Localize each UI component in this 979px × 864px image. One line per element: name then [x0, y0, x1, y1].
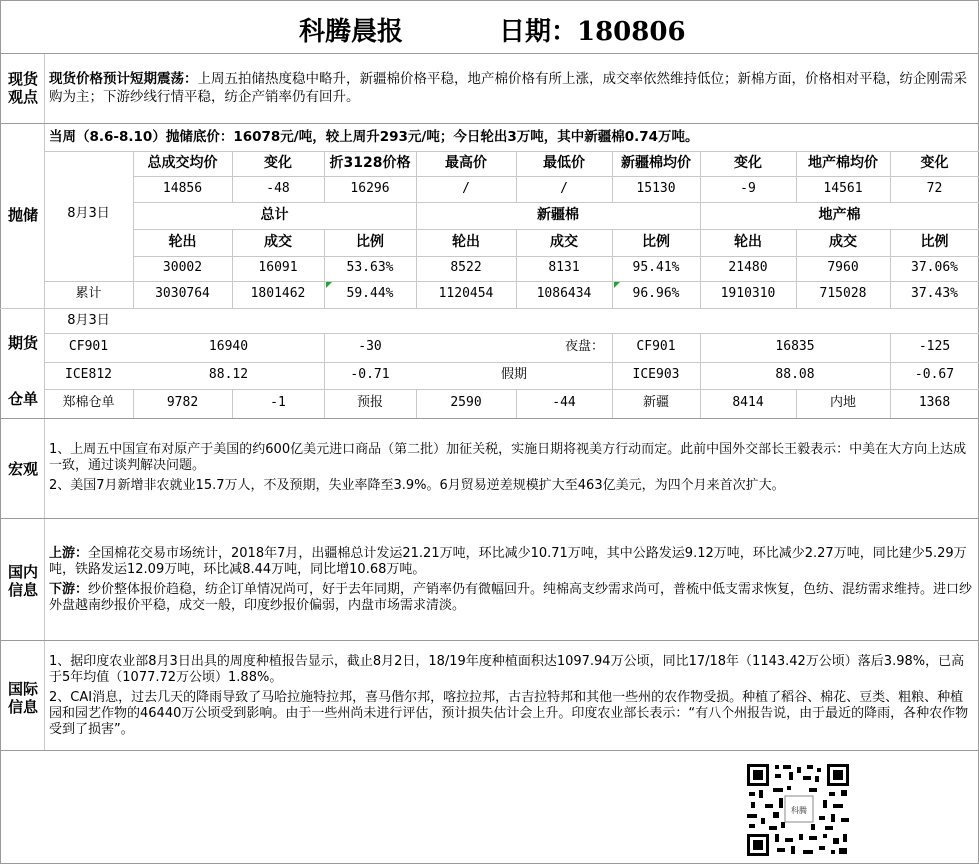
cum-value: 1910310	[720, 286, 776, 301]
cum-value: 37.43%	[911, 286, 958, 301]
cum-value: 1086434	[536, 286, 592, 301]
macro-item-1: 1、上周五中国宣布对原产于美国的约600亿美元进口商品（第二批）加征关税，实施日期将视美方行动而定。此前中国外交部长王毅表示：中美在大方向上达成一致，通过谈判解决问题。	[49, 442, 967, 473]
xinjiang-value: 8414	[732, 395, 764, 410]
sub-header: 轮出	[734, 234, 762, 250]
price-header: 最低价	[543, 155, 585, 171]
day-value: 8131	[548, 260, 580, 275]
intl-item-1: 1、据印度农业部8月3日出具的周度种植报告显示，截止8月2日，18/19年度种植面积达1097.94万公顷，同比17/18年（1143.42万公顷）落后3.98%，已高于5年均值（1077.72万公顷）1.88%。	[49, 654, 965, 685]
price-value: 14856	[162, 181, 203, 196]
cell-marker-icon	[614, 282, 620, 288]
domestic-downstream	[49, 582, 974, 614]
auction-date: 8月3日	[67, 206, 110, 221]
price-value: /	[560, 181, 568, 196]
auction-summary: 当周（8.6-8.10）抛储底价：16078元/吨，较上周升293元/吨；今日轮出3万吨，其中新疆棉0.74万吨。	[49, 129, 699, 145]
section-futures-label: 期货	[7, 334, 38, 352]
ice-price-2: 88.08	[775, 367, 815, 382]
ice-change-2: -0.67	[914, 367, 955, 382]
spot-view-text	[49, 70, 974, 106]
sub-header: 轮出	[168, 234, 197, 250]
cumulative-label: 累计	[75, 286, 102, 301]
section-macro-label: 宏观	[7, 460, 38, 478]
price-value: -9	[740, 181, 756, 196]
section-auction-label: 抛储	[7, 206, 38, 224]
ice-change: -0.71	[350, 367, 390, 382]
price-value: 14561	[823, 181, 863, 196]
day-value: 8522	[450, 260, 482, 275]
section-warehouse-label: 仓单	[7, 390, 38, 408]
group-header-total: 总计	[260, 207, 289, 223]
sub-header: 成交	[550, 234, 578, 250]
day-value: 7960	[827, 260, 859, 275]
price-value: 15130	[636, 181, 676, 196]
futures-contract: CF901	[68, 339, 109, 354]
day-value: 30002	[162, 260, 203, 275]
qr-code-icon	[745, 762, 851, 858]
price-header: 变化	[920, 155, 949, 171]
price-value: 72	[926, 181, 943, 196]
sub-header: 比例	[642, 234, 670, 250]
price-header: 新疆棉均价	[621, 155, 691, 171]
downstream-text: 纱价整体报价趋稳，纺企订单情况尚可，好于去年同期，产销率仍有微幅回升。纯棉高支纱需求尚可，普梳中低支需求恢复，色纺、混纺需求维持。进口纱外盘越南纱报价平稳，成交一般，印度纱报价偏弱，内盘市场需求清淡。	[49, 582, 973, 613]
price-header: 最高价	[445, 155, 487, 171]
ice-contract: ICE812	[65, 367, 112, 382]
inland-value: 1368	[918, 395, 951, 410]
sub-header: 成交	[829, 234, 857, 250]
ice-contract-2: ICE903	[632, 367, 680, 382]
group-header-local: 地产棉	[818, 207, 861, 223]
price-value: /	[462, 181, 470, 196]
upstream-label: 上游：	[49, 546, 89, 561]
night-price: 16835	[775, 339, 815, 354]
cum-value: 1801462	[250, 286, 306, 301]
holiday-label: 假期	[500, 367, 527, 382]
night-change: -125	[918, 339, 951, 354]
intl-item-2: 2、CAI消息，过去几天的降雨导致了马哈拉施特拉邦，喜马偕尔邦，喀拉拉邦，古吉拉特邦和其他一些州的农作物受损。种植了稻谷、棉花、豆类、粗粮、种植园和园艺作物的46440万公顷受到影响。由于一些州尚未进行评估，预计损失估计会上升。印度农业部长表示：“有八个州报告说，由于最近的降雨，各种农作物受到了损害”。	[49, 690, 969, 737]
price-value: 16296	[350, 181, 390, 196]
warehouse-change: -1	[270, 395, 286, 410]
downstream-label: 下游：	[49, 582, 89, 597]
svg-text:科腾: 科腾	[791, 806, 807, 815]
inland-label: 内地	[829, 395, 856, 410]
warehouse-value: 9782	[166, 395, 199, 410]
price-header: 变化	[734, 155, 762, 171]
cum-value: 3030764	[155, 286, 210, 301]
price-header: 地产棉均价	[808, 155, 878, 171]
price-header: 总成交均价	[147, 155, 218, 171]
group-header-xinjiang: 新疆棉	[537, 207, 579, 223]
futures-change: -30	[358, 339, 382, 354]
ice-price: 88.12	[208, 367, 249, 382]
sub-header: 成交	[264, 234, 292, 250]
forecast-label: 预报	[356, 395, 383, 410]
sub-header: 比例	[920, 234, 949, 250]
night-contract: CF901	[636, 339, 676, 354]
cell-marker-icon	[326, 282, 332, 288]
report-header	[0, 0, 979, 54]
section-domestic-label: 国内 信息	[7, 563, 38, 599]
futures-date: 8月3日	[67, 313, 110, 328]
report-date: 日期：180806	[499, 17, 686, 47]
day-value: 95.41%	[632, 260, 680, 275]
spot-view-body: 上周五拍储热度稳中略升，新疆棉价格平稳，地产棉价格有所上涨，成交率依然维持低位；新棉方面，价格相对平稳，纺企刚需采购为主；下游纱线行情平稳，纺企产销率仍有回升。	[49, 71, 967, 105]
sub-header: 比例	[356, 234, 384, 250]
sub-header: 轮出	[452, 234, 480, 250]
day-value: 37.06%	[911, 260, 958, 275]
day-value: 53.63%	[346, 260, 394, 275]
spot-view-lead: 现货价格预计短期震荡：	[49, 71, 198, 87]
warehouse-label: 郑棉仓单	[62, 395, 115, 410]
night-session-label: 夜盘：	[564, 339, 604, 354]
domestic-upstream	[49, 546, 974, 578]
day-value: 16091	[258, 260, 298, 275]
cum-value: 1120454	[438, 286, 494, 301]
section-international-label: 国际 信息	[7, 680, 38, 716]
day-value: 21480	[728, 260, 768, 275]
macro-item-2: 2、美国7月新增非农就业15.7万人，不及预期，失业率降至3.9%。6月贸易逆差规模扩大至463亿美元，为四个月来首次扩大。	[49, 478, 785, 493]
report-title: 科腾晨报	[299, 17, 404, 47]
futures-price: 16940	[208, 339, 249, 354]
forecast-value: 2590	[450, 395, 482, 410]
forecast-change: -44	[552, 395, 576, 410]
cum-value: 59.44%	[346, 286, 394, 301]
cum-value: 715028	[819, 286, 867, 301]
xinjiang-label: 新疆	[642, 395, 669, 410]
price-header: 折3128价格	[329, 155, 411, 171]
section-spot-view-label: 现货 观点	[7, 70, 38, 106]
price-value: -48	[266, 181, 290, 196]
upstream-text: 全国棉花交易市场统计，2018年7月，出疆棉总计发运21.21万吨，环比减少10.71万吨，其中公路发运9.12万吨，环比减少2.27万吨，同比建少5.29万吨，铁路发运12.09万吨，环比减8.44万吨，同比增10.68万吨。	[49, 546, 967, 577]
price-header: 变化	[264, 155, 292, 171]
cum-value: 96.96%	[632, 286, 680, 301]
